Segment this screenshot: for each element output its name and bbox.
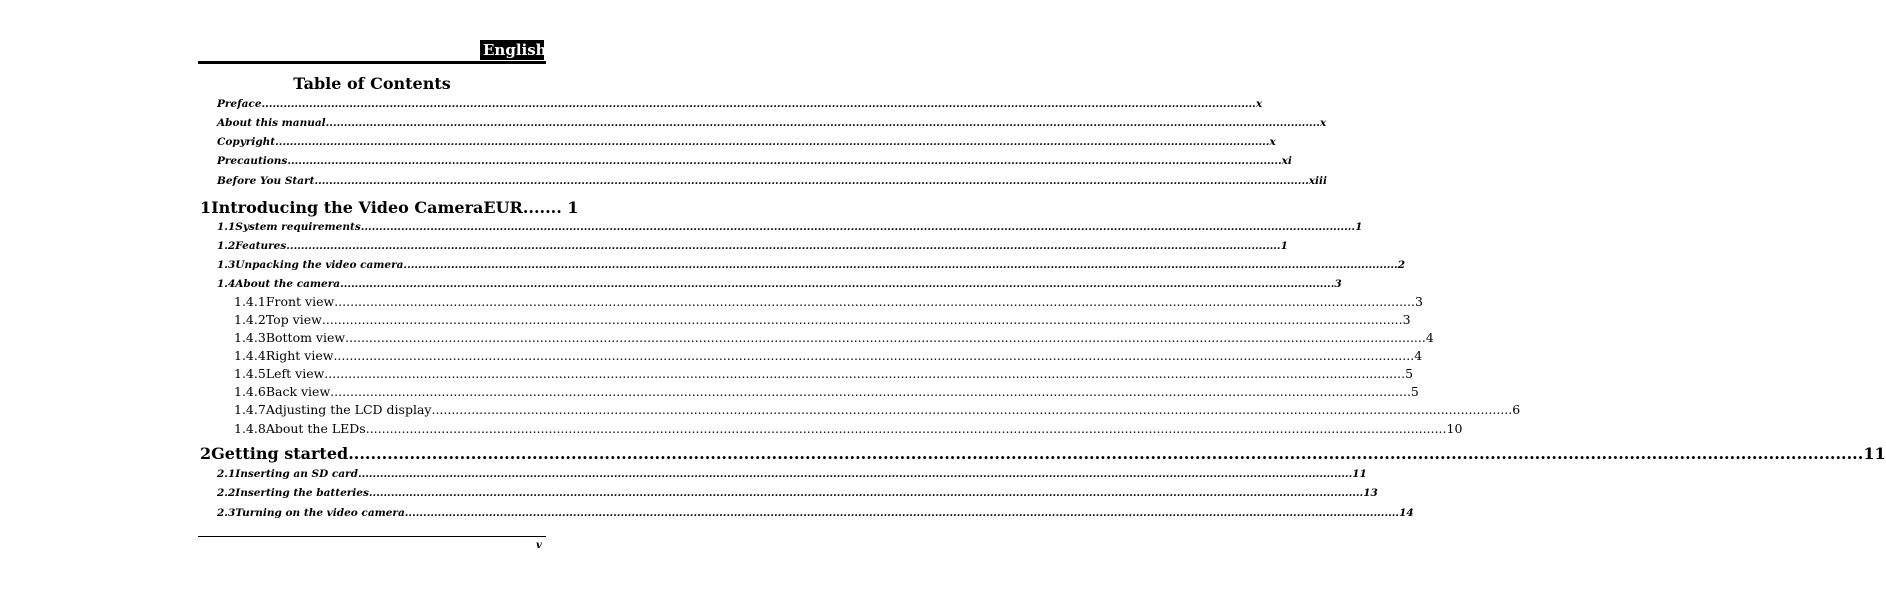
header-rule [198, 61, 546, 64]
toc-subsection-page: 4 [1425, 330, 1434, 345]
toc-section-label: About the camera [235, 278, 341, 290]
dot-leader [340, 278, 1334, 290]
toc-subsection-1-4-1[interactable] [234, 294, 1423, 309]
toc-subsection-label: Back view [265, 384, 331, 399]
toc-subsection-number: 1.4.5 [234, 366, 266, 381]
toc-subsection-page: 3 [1402, 312, 1411, 327]
toc-entry-copyright[interactable] [217, 136, 1276, 148]
toc-entry-precautions[interactable] [217, 155, 1292, 167]
toc-section-1-2[interactable] [217, 240, 1288, 252]
toc-chapter-1[interactable] [200, 198, 579, 217]
toc-subsection-label: Adjusting the LCD display [265, 402, 432, 417]
toc-subsection-number: 1.4.8 [234, 421, 266, 436]
toc-section-label: Features [235, 240, 287, 252]
dot-leader [262, 98, 1256, 110]
toc-chapter-page: ....... 1 [522, 198, 579, 217]
toc-subsection-1-4-3[interactable] [234, 330, 1434, 345]
dot-leader [326, 117, 1320, 129]
toc-section-number: 1.3 [217, 259, 236, 271]
toc-subsection-label: Right view [265, 348, 334, 363]
toc-subsection-label: Top view [265, 312, 322, 327]
page-number: v [536, 540, 542, 551]
toc-subsection-page: 10 [1446, 421, 1463, 436]
dot-leader [275, 136, 1269, 148]
toc-subsection-label: Front view [265, 294, 335, 309]
toc-section-1-1[interactable] [217, 221, 1363, 233]
toc-section-2-2[interactable] [217, 487, 1378, 499]
toc-section-2-3[interactable] [217, 507, 1414, 519]
toc-entry-label: Preface [217, 98, 262, 110]
dot-leader [333, 348, 1414, 363]
toc-subsection-page: 5 [1405, 366, 1414, 381]
toc-subsection-page: 3 [1414, 294, 1423, 309]
dot-leader [361, 221, 1355, 233]
dot-leader [345, 330, 1426, 345]
toc-subsection-label: Bottom view [265, 330, 346, 345]
toc-entry-preface[interactable] [217, 98, 1263, 110]
toc-subsection-page: 6 [1512, 402, 1521, 417]
dot-leader [405, 507, 1399, 519]
toc-section-page: 1 [1280, 240, 1288, 252]
toc-section-label: Inserting an SD card [235, 468, 358, 480]
toc-subsection-number: 1.4.6 [234, 384, 266, 399]
toc-section-number: 1.2 [217, 240, 236, 252]
toc-subsection-page: 5 [1410, 384, 1419, 399]
toc-subsection-1-4-8[interactable] [234, 421, 1463, 436]
toc-subsection-number: 1.4.3 [234, 330, 266, 345]
toc-subsection-number: 1.4.4 [234, 348, 266, 363]
toc-entry-label: About this manual [217, 117, 326, 129]
toc-subsection-number: 1.4.2 [234, 312, 266, 327]
toc-subsection-1-4-4[interactable] [234, 348, 1423, 363]
toc-section-page: 11 [1352, 468, 1367, 480]
footer-rule [198, 536, 546, 537]
toc-subsection-label: Left view [265, 366, 325, 381]
dot-leader [348, 444, 1863, 463]
dot-leader [358, 468, 1352, 480]
toc-chapter-label: Introducing the Video CameraEUR [211, 198, 523, 217]
toc-section-page: 1 [1355, 221, 1363, 233]
toc-subsection-page: 4 [1414, 348, 1423, 363]
toc-entry-page: x [1319, 117, 1327, 129]
toc-subsection-number: 1.4.1 [234, 294, 266, 309]
toc-section-number: 2.1 [217, 468, 236, 480]
dot-leader [286, 240, 1280, 252]
dot-leader [322, 312, 1403, 327]
toc-section-page: 2 [1397, 259, 1406, 271]
toc-section-label: Unpacking the video camera [235, 259, 404, 271]
toc-title: Table of Contents [293, 74, 451, 93]
dot-leader [314, 175, 1308, 187]
toc-entry-before-you-start[interactable] [217, 175, 1327, 187]
dot-leader [431, 402, 1512, 417]
toc-section-2-1[interactable] [217, 468, 1367, 480]
toc-entry-about-this-manual[interactable] [217, 117, 1327, 129]
toc-chapter-label: Getting started [211, 444, 349, 463]
toc-entry-page: x [1255, 98, 1263, 110]
toc-entry-page: xi [1281, 155, 1292, 167]
language-badge: English [480, 40, 544, 60]
dot-leader [330, 384, 1411, 399]
toc-section-number: 2.2 [217, 487, 236, 499]
toc-entry-label: Before You Start [217, 175, 315, 187]
toc-subsection-1-4-2[interactable] [234, 312, 1411, 327]
toc-subsection-number: 1.4.7 [234, 402, 266, 417]
toc-section-label: Inserting the batteries [235, 487, 369, 499]
toc-section-number: 2.3 [217, 507, 236, 519]
toc-section-page: 13 [1363, 487, 1378, 499]
toc-subsection-1-4-5[interactable] [234, 366, 1414, 381]
toc-subsection-1-4-7[interactable] [234, 402, 1521, 417]
toc-subsection-1-4-6[interactable] [234, 384, 1419, 399]
dot-leader [403, 259, 1397, 271]
toc-entry-page: xiii [1308, 175, 1327, 187]
toc-section-number: 1.4 [217, 278, 236, 290]
toc-section-label: System requirements [235, 221, 361, 233]
toc-section-page: 14 [1399, 507, 1414, 519]
dot-leader [334, 294, 1415, 309]
toc-section-1-4[interactable] [217, 278, 1342, 290]
toc-section-1-3[interactable] [217, 259, 1406, 271]
toc-subsection-label: About the LEDs [265, 421, 366, 436]
toc-chapter-number: 2 [200, 444, 212, 463]
dot-leader [369, 487, 1363, 499]
dot-leader [366, 421, 1447, 436]
toc-entry-label: Copyright [217, 136, 276, 148]
toc-chapter-page: 11 [1863, 444, 1886, 463]
toc-section-page: 3 [1334, 278, 1342, 290]
toc-chapter-2[interactable] [200, 444, 1886, 463]
toc-chapter-number: 1 [200, 198, 212, 217]
toc-entry-label: Precautions [217, 155, 288, 167]
toc-section-label: Turning on the video camera [235, 507, 405, 519]
dot-leader [287, 155, 1281, 167]
toc-section-number: 1.1 [217, 221, 236, 233]
dot-leader [324, 366, 1405, 381]
toc-entry-page: x [1269, 136, 1276, 148]
